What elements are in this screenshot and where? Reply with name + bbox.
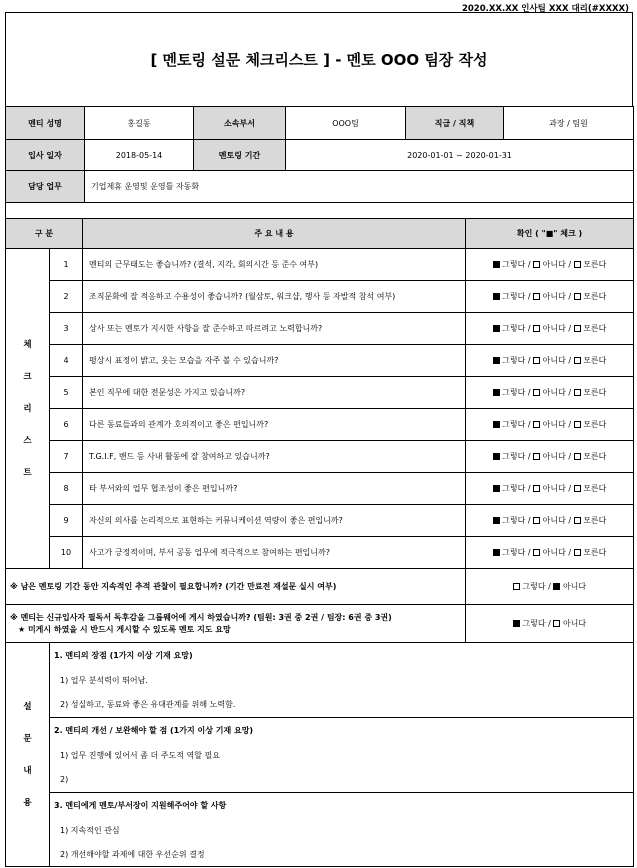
- checkbox-checked-icon[interactable]: [493, 421, 500, 428]
- answer-unknown-label: 모른다: [583, 548, 607, 557]
- rank-label: 직급 / 직책: [406, 107, 504, 140]
- answer-yes-label: 그렇다: [502, 388, 526, 397]
- checkbox-empty-icon[interactable]: [574, 325, 581, 332]
- answer-no-label: 아니다: [542, 260, 566, 269]
- checkbox-empty-icon[interactable]: [574, 549, 581, 556]
- checkbox-empty-icon[interactable]: [574, 517, 581, 524]
- side-label-char: 트: [23, 467, 32, 478]
- answer-unknown-label: 모른다: [583, 356, 607, 365]
- answer-no-label: 아니다: [542, 452, 566, 461]
- extra-question-2-line2: ★ 미게시 하였을 시 반드시 게시할 수 있도록 멘토 지도 요망: [18, 624, 231, 634]
- header-confirm: 확인 ( "■" 체크 ): [466, 219, 634, 249]
- answer-no-label: 아니다: [542, 292, 566, 301]
- duty-label: 담당 업무: [6, 171, 85, 203]
- survey-section-1-title: 1. 멘티의 장점 (1가지 이상 기재 요망): [50, 643, 634, 668]
- checkbox-checked-icon[interactable]: [493, 517, 500, 524]
- checklist-item-number: 6: [50, 409, 83, 441]
- checkbox-checked-icon[interactable]: [493, 485, 500, 492]
- answer-unknown-label: 모른다: [583, 324, 607, 333]
- side-label-char: 설: [23, 701, 32, 712]
- answer-no-label: 아니다: [562, 582, 587, 591]
- checklist-row: [6, 345, 634, 377]
- checklist-item-answer: 그렇다 / 아니다 / 모른다: [466, 409, 634, 441]
- checkbox-empty-icon[interactable]: [533, 453, 540, 460]
- side-label-char: 체: [23, 339, 32, 350]
- checklist-item-answer: 그렇다 / 아니다 / 모른다: [466, 377, 634, 409]
- checkbox-checked-icon[interactable]: [493, 453, 500, 460]
- checklist-item-answer: 그렇다 / 아니다 / 모른다: [466, 313, 634, 345]
- checklist-item-number: 8: [50, 473, 83, 505]
- survey-section-2-item-1: 1) 업무 진행에 있어서 좀 더 주도적 역할 필요: [50, 743, 634, 768]
- checklist-item-text: 자신의 의사를 논리적으로 표현하는 커뮤니케이션 역량이 좋은 편입니까?: [83, 505, 466, 537]
- checkbox-empty-icon[interactable]: [574, 389, 581, 396]
- checklist-row: [6, 505, 634, 537]
- survey-section-3-item-2: 2) 개선해야할 과제에 대한 우선순위 결정: [50, 843, 634, 867]
- answer-yes-label: 그렇다: [522, 619, 546, 628]
- answer-unknown-label: 모른다: [583, 484, 607, 493]
- rank-value: 과장 / 팀원: [504, 107, 634, 140]
- checklist-item-text: 본인 직무에 대한 전문성은 가지고 있습니까?: [83, 377, 466, 409]
- checklist-item-text: T.G.I.F, 밴드 등 사내 활동에 잘 참여하고 있습니까?: [83, 441, 466, 473]
- checkbox-checked-icon[interactable]: [493, 261, 500, 268]
- checklist-row: [6, 409, 634, 441]
- checklist-item-number: 3: [50, 313, 83, 345]
- answer-no-label: 아니다: [542, 324, 566, 333]
- period-value: 2020-01-01 ~ 2020-01-31: [286, 140, 634, 171]
- answer-yes-label: 그렇다: [502, 324, 526, 333]
- checkbox-empty-icon[interactable]: [533, 261, 540, 268]
- extra-question-2-answer: 그렇다 / 아니다: [466, 605, 634, 643]
- answer-unknown-label: 모른다: [583, 420, 607, 429]
- checklist-item-answer: 그렇다 / 아니다 / 모른다: [466, 281, 634, 313]
- survey-section-3-item-1: 1) 지속적인 관심: [50, 818, 634, 843]
- answer-no-label: 아니다: [542, 548, 566, 557]
- side-label-char: 리: [23, 403, 32, 414]
- checkbox-empty-icon[interactable]: [533, 389, 540, 396]
- checklist-item-answer: 그렇다 / 아니다 / 모른다: [466, 473, 634, 505]
- period-label: 멘토링 기간: [194, 140, 286, 171]
- survey-table: [5, 642, 634, 867]
- survey-section-3-title: 3. 멘티에게 멘토/부서장이 지원해주어야 할 사항: [50, 793, 634, 818]
- checkbox-empty-icon[interactable]: [574, 357, 581, 364]
- extra-questions-table: [5, 568, 634, 643]
- answer-no-label: 아니다: [542, 484, 566, 493]
- header-category: 구 분: [6, 219, 83, 249]
- checklist-item-number: 2: [50, 281, 83, 313]
- checklist-item-number: 10: [50, 537, 83, 569]
- hire-date-value: 2018-05-14: [85, 140, 194, 171]
- checklist-row: [6, 249, 634, 281]
- extra-question-1-answer: 그렇다 / 아니다: [466, 569, 634, 605]
- side-label-char: 문: [23, 733, 32, 744]
- extra-question-1: ※ 남은 멘토링 기간 동안 지속적인 추적 관찰이 필요합니까? (기간 만료전 재설문 실시 여부): [6, 569, 466, 605]
- extra-question-2: [6, 605, 466, 643]
- checkbox-checked-icon[interactable]: [513, 620, 520, 627]
- checkbox-empty-icon[interactable]: [574, 293, 581, 300]
- answer-yes-label: 그렇다: [502, 292, 526, 301]
- checklist-item-number: 5: [50, 377, 83, 409]
- checklist-item-answer: 그렇다 / 아니다 / 모른다: [466, 505, 634, 537]
- author-note: 2020.XX.XX 인사팀 XXX 대리(#XXXX): [461, 4, 629, 14]
- side-label-char: 크: [23, 371, 32, 382]
- checkbox-empty-icon[interactable]: [533, 357, 540, 364]
- answer-no-label: 아니다: [542, 420, 566, 429]
- answer-no-label: 아니다: [542, 516, 566, 525]
- answer-yes-label: 그렇다: [502, 548, 526, 557]
- checklist-item-text: 조직문화에 잘 적응하고 수용성이 좋습니까? (월삼토, 워크샵, 행사 등 자발적 참석 여부): [83, 281, 466, 313]
- answer-unknown-label: 모른다: [583, 260, 607, 269]
- checklist-row: [6, 441, 634, 473]
- answer-unknown-label: 모른다: [583, 452, 607, 461]
- answer-unknown-label: 모른다: [583, 388, 607, 397]
- survey-section-2-item-2: 2): [50, 768, 634, 793]
- checklist-side-label: [6, 249, 50, 569]
- duty-value: 기업제휴 운영및 운영틀 자동화: [85, 171, 634, 203]
- checklist-item-text: 타 부서와의 업무 협조성이 좋은 편입니까?: [83, 473, 466, 505]
- checklist-item-text: 평상시 표정이 밝고, 웃는 모습을 자주 볼 수 있습니까?: [83, 345, 466, 377]
- checkbox-empty-icon[interactable]: [574, 421, 581, 428]
- checklist-row: [6, 473, 634, 505]
- document-title: [ 멘토링 설문 체크리스트 ] - 멘토 OOO 팀장 작성: [6, 13, 633, 107]
- survey-section-1-item-1: 1) 업무 분석력이 뛰어남.: [50, 668, 634, 693]
- checkbox-empty-icon[interactable]: [553, 620, 560, 627]
- checkbox-checked-icon[interactable]: [493, 549, 500, 556]
- checklist-item-text: 다른 동료들과의 관계가 호의적이고 좋은 편입니까?: [83, 409, 466, 441]
- checkbox-empty-icon[interactable]: [533, 549, 540, 556]
- checklist-item-text: 사고가 긍정적이며, 부서 공동 업무에 적극적으로 참여하는 편입니까?: [83, 537, 466, 569]
- answer-yes-label: 그렇다: [502, 260, 526, 269]
- checklist-item-answer: 그렇다 / 아니다 / 모른다: [466, 537, 634, 569]
- mentee-name-label: 멘티 성명: [6, 107, 85, 140]
- checklist-table: [5, 218, 634, 569]
- answer-no-label: 아니다: [542, 388, 566, 397]
- checklist-item-text: 상사 또는 멘토가 지시한 사항을 잘 준수하고 따르려고 노력합니까?: [83, 313, 466, 345]
- checklist-row: [6, 313, 634, 345]
- spacer-row: [6, 203, 634, 219]
- checkbox-empty-icon[interactable]: [533, 421, 540, 428]
- survey-side-label: [6, 643, 50, 867]
- answer-yes-label: 그렇다: [502, 420, 526, 429]
- side-label-char: 스: [23, 435, 32, 446]
- title-table: [5, 12, 633, 107]
- checklist-row: [6, 377, 634, 409]
- header-content: 주 요 내 용: [83, 219, 466, 249]
- checkbox-empty-icon[interactable]: [574, 485, 581, 492]
- answer-yes-label: 그렇다: [502, 516, 526, 525]
- checkbox-checked-icon[interactable]: [493, 389, 500, 396]
- checkbox-checked-icon[interactable]: [553, 583, 560, 590]
- checkbox-checked-icon[interactable]: [493, 357, 500, 364]
- checkbox-checked-icon[interactable]: [493, 293, 500, 300]
- side-label-char: 용: [23, 797, 32, 808]
- checklist-item-number: 4: [50, 345, 83, 377]
- checkbox-empty-icon[interactable]: [533, 517, 540, 524]
- answer-unknown-label: 모른다: [583, 292, 607, 301]
- answer-yes-label: 그렇다: [502, 452, 526, 461]
- answer-yes-label: 그렇다: [502, 484, 526, 493]
- answer-yes-label: 그렇다: [502, 356, 526, 365]
- mentee-name-value: 홍길동: [85, 107, 194, 140]
- checkbox-empty-icon[interactable]: [574, 261, 581, 268]
- checklist-item-number: 7: [50, 441, 83, 473]
- answer-unknown-label: 모른다: [583, 516, 607, 525]
- checklist-item-answer: 그렇다 / 아니다 / 모른다: [466, 249, 634, 281]
- checkbox-empty-icon[interactable]: [533, 325, 540, 332]
- answer-yes-label: 그렇다: [522, 582, 546, 591]
- checkbox-empty-icon[interactable]: [533, 293, 540, 300]
- checkbox-empty-icon[interactable]: [533, 485, 540, 492]
- info-table: [5, 106, 634, 219]
- checkbox-checked-icon[interactable]: [493, 325, 500, 332]
- side-label-char: 내: [23, 765, 32, 776]
- checklist-item-text: 멘티의 근무태도는 좋습니까? (결석, 지각, 회의시간 등 준수 여부): [83, 249, 466, 281]
- checkbox-empty-icon[interactable]: [513, 583, 520, 590]
- dept-label: 소속부서: [194, 107, 286, 140]
- extra-question-2-line1: ※ 멘티는 신규입사자 필독서 독후감을 그룹웨어에 게시 하였습니까? (팀원: 3권 중 2권 / 팀장: 6권 중 3권): [10, 612, 392, 622]
- answer-no-label: 아니다: [562, 619, 587, 628]
- checklist-item-number: 9: [50, 505, 83, 537]
- checklist-row: [6, 537, 634, 569]
- answer-no-label: 아니다: [542, 356, 566, 365]
- survey-section-1-item-2: 2) 성실하고, 동료와 좋은 유대관계를 위해 노력함.: [50, 693, 634, 718]
- checklist-item-answer: 그렇다 / 아니다 / 모른다: [466, 441, 634, 473]
- dept-value: OOO팀: [286, 107, 406, 140]
- survey-section-2-title: 2. 멘티의 개선 / 보완해야 할 점 (1가지 이상 기재 요망): [50, 718, 634, 743]
- checkbox-empty-icon[interactable]: [574, 453, 581, 460]
- checklist-item-answer: 그렇다 / 아니다 / 모른다: [466, 345, 634, 377]
- checklist-item-number: 1: [50, 249, 83, 281]
- checklist-row: [6, 281, 634, 313]
- hire-date-label: 입사 일자: [6, 140, 85, 171]
